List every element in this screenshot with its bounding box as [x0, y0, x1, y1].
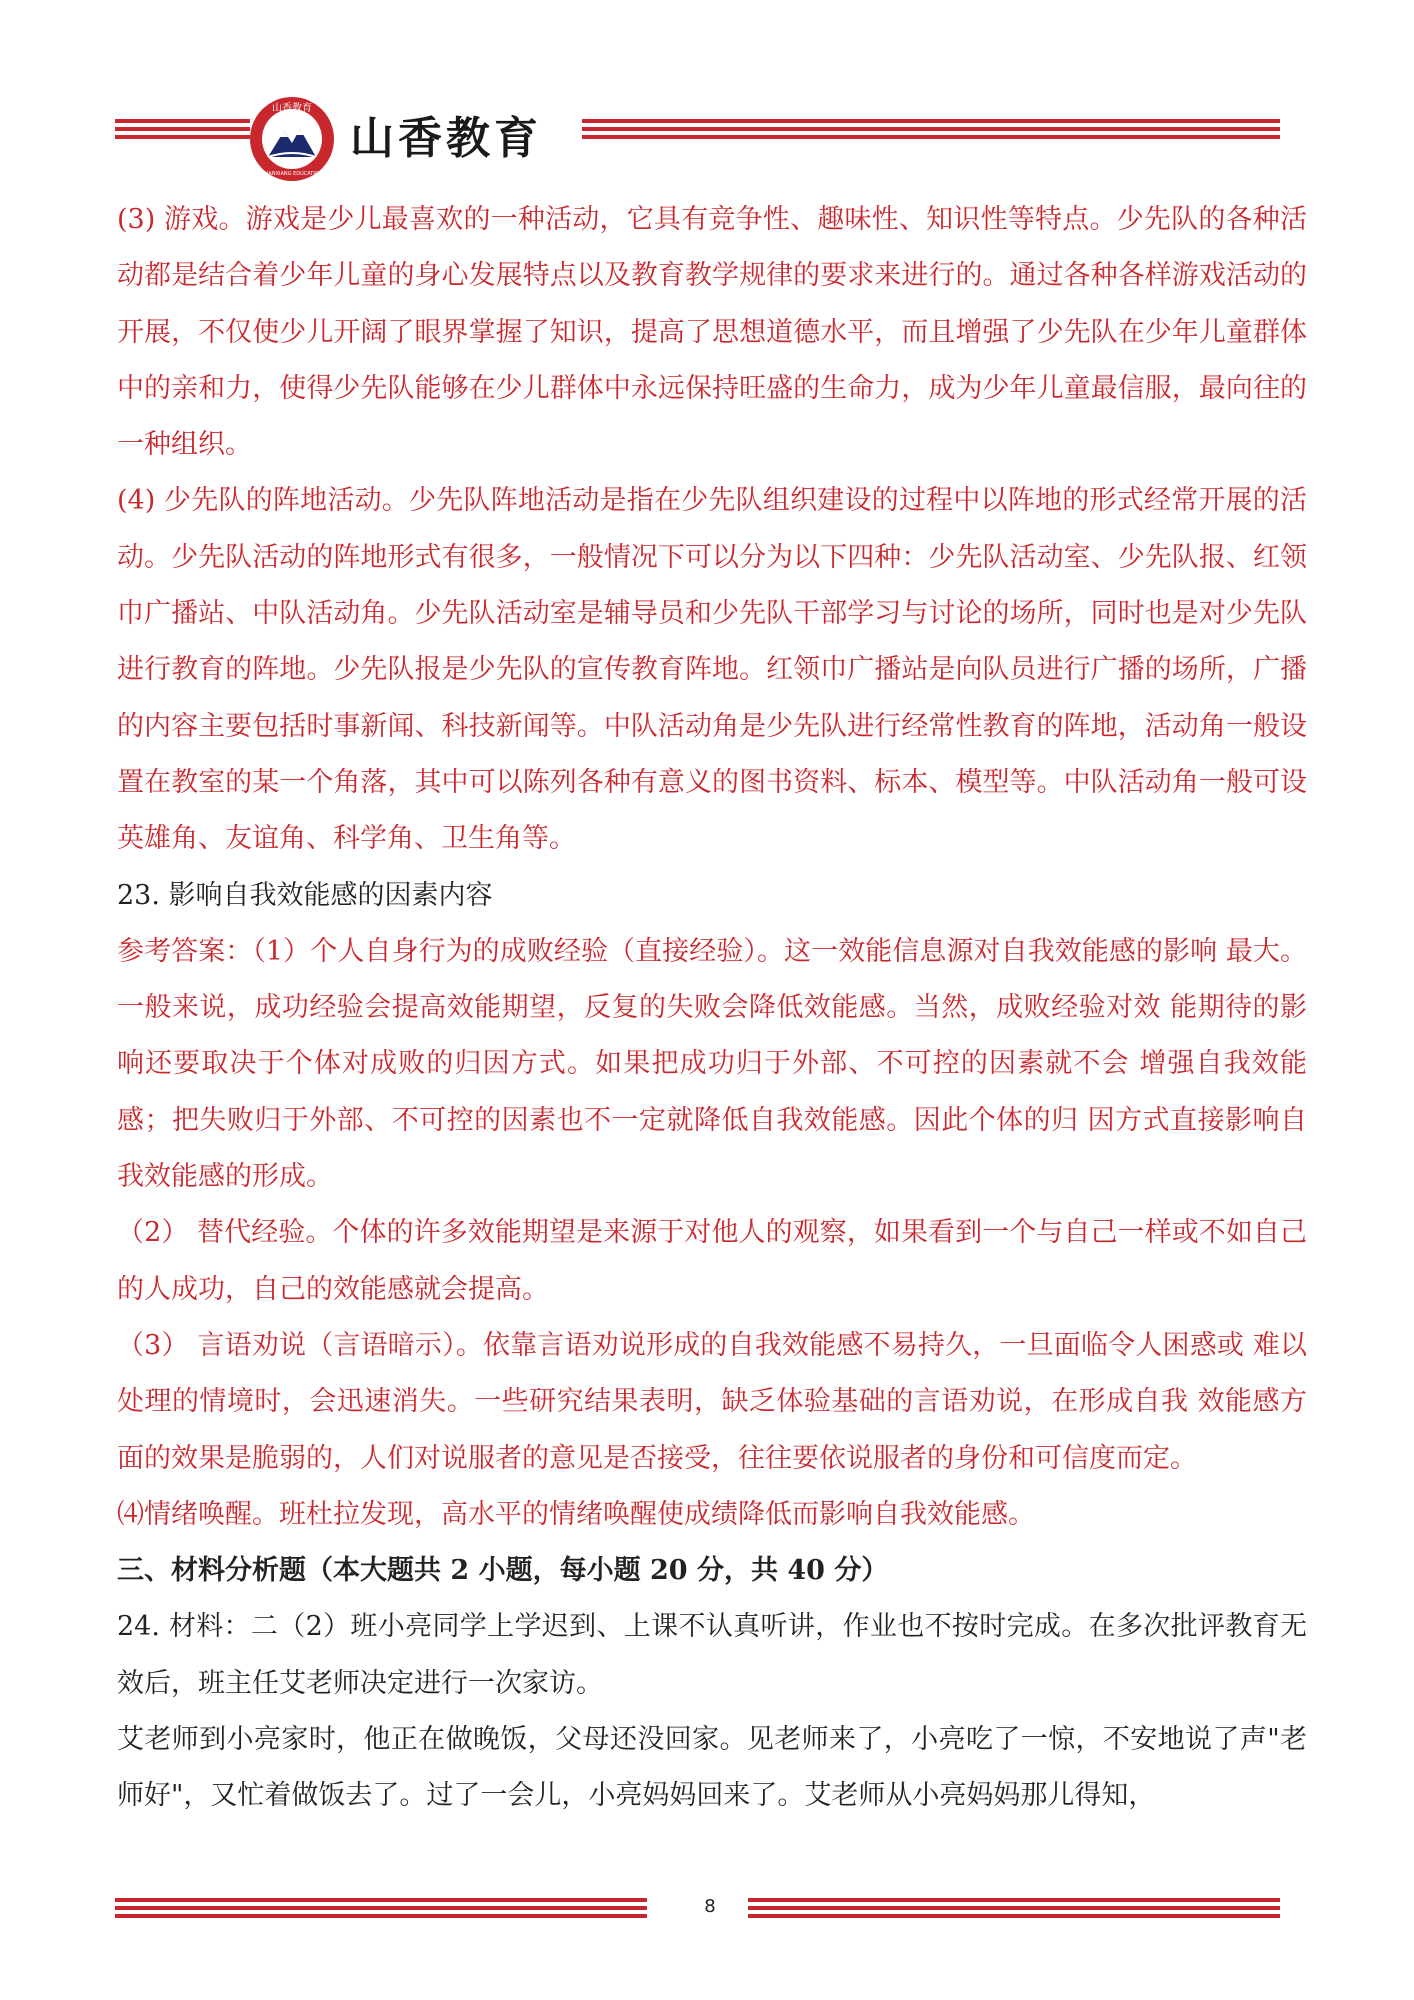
logo-text-top: 山香教育: [272, 103, 312, 114]
footer-stripes-right: [748, 1898, 1280, 1924]
brand-title: 山香教育: [350, 113, 542, 164]
shanxiang-logo-icon: [248, 95, 336, 183]
logo-text-bottom: SHANXIANG EDUCATION: [261, 171, 323, 177]
answer-23-part1: 参考答案：（1）个人自身行为的成败经验（直接经验）。这一效能信息源对自我效能感的影响 最大。一般来说，成功经验会提高效能期望，反复的失败会降低效能感。当然，成败经验对效 能期待的影响还要取决于个体对成败的归因方式。如果把成功归于外部、不可控的因素就不会 增强自我效能感；把失败归于外部、不可控的因素也不一定就降低自我效能感。因此个体的归 因方式直接影响自我效能感的形成。: [117, 935, 1307, 1193]
section-heading: 三、材料分析题（本大题共 2 小题，每小题 20 分，共 40 分）: [117, 1555, 889, 1587]
page-header: [0, 95, 1414, 185]
question-23: 23. 影响自我效能感的因素内容: [117, 879, 493, 911]
footer-stripes-left: [115, 1898, 647, 1924]
answer-23-part4: ⑷情绪唤醒。班杜拉发现，高水平的情绪唤醒使成绩降低而影响自我效能感。: [117, 1498, 1035, 1530]
page-number: 8: [704, 1896, 716, 1917]
question-24-continuation: 艾老师到小亮家时，他正在做晚饭，父母还没回家。见老师来了，小亮吃了一惊，不安地说了声"老师好"，又忙着做饭去了。过了一会儿，小亮妈妈回来了。艾老师从小亮妈妈那儿得知，: [117, 1724, 1307, 1812]
answer-23-part3: （3） 言语劝说（言语暗示）。依靠言语劝说形成的自我效能感不易持久，一旦面临令人困惑或 难以处理的情境时，会迅速消失。一些研究结果表明，缺乏体验基础的言语劝说，在形成自我 效能感方面的效果是脆弱的，人们对说服者的意见是否接受，往往要依说服者的身份和可信度而定。: [117, 1329, 1307, 1474]
question-24-material: 24. 材料：二（2）班小亮同学上学迟到、上课不认真听讲，作业也不按时完成。在多次批评教育无效后，班主任艾老师决定进行一次家访。: [117, 1611, 1307, 1699]
paragraph-position-activity: (4) 少先队的阵地活动。少先队阵地活动是指在少先队组织建设的过程中以阵地的形式经常开展的活动。少先队活动的阵地形式有很多，一般情况下可以分为以下四种：少先队活动室、少先队报、红领巾广播站、中队活动角。少先队活动室是辅导员和少先队干部学习与讨论的场所，同时也是对少先队进行教育的阵地。少先队报是少先队的宣传教育阵地。红领巾广播站是向队员进行广播的场所，广播的内容主要包括时事新闻、科技新闻等。中队活动角是少先队进行经常性教育的阵地，活动角一般设置在教室的某一个角落，其中可以陈列各种有意义的图书资料、标本、模型等。中队活动角一般可设英雄角、友谊角、科学角、卫生角等。: [117, 485, 1307, 855]
document-body: [117, 192, 1307, 1825]
page-footer: [0, 1890, 1414, 1930]
paragraph-game: (3) 游戏。游戏是少儿最喜欢的一种活动，它具有竞争性、趣味性、知识性等特点。少先队的各种活动都是结合着少年儿童的身心发展特点以及教育教学规律的要求来进行的。通过各种各样游戏活动的开展，不仅使少儿开阔了眼界掌握了知识，提高了思想道德水平，而且增强了少先队在少年儿童群体中的亲和力，使得少先队能够在少儿群体中永远保持旺盛的生命力，成为少年儿童最信服，最向往的一种组织。: [117, 204, 1307, 461]
header-stripes-left: [115, 119, 250, 145]
answer-23-part2: （2） 替代经验。个体的许多效能期望是来源于对他人的观察，如果看到一个与自己一样或不如自己的人成功，自己的效能感就会提高。: [117, 1217, 1307, 1305]
header-stripes-right: [582, 119, 1280, 145]
